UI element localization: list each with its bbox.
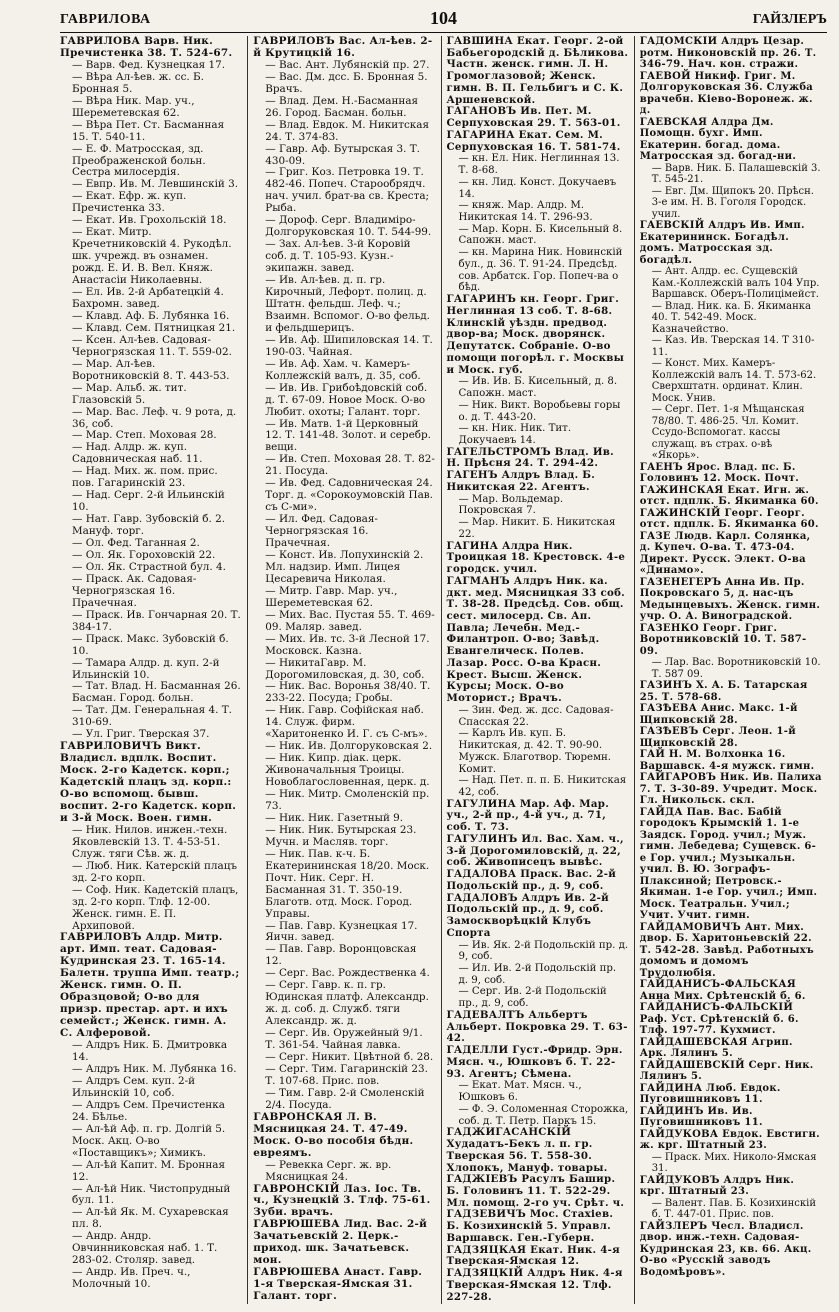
directory-entry: — Ив. Ив. Грибоѣдовскій соб. д. Т. 67-09. Новое Моск. О-во Любит. охоты; Галант. торг.	[265, 381, 428, 418]
directory-entry: — Ксен. Ал-ѣев. Садовая-Черногрязская 11. Т. 559-02.	[72, 333, 232, 358]
directory-entry: ГАЗЕНКО Георг. Григ. Воротниковскій 10. Т. 587-09.	[639, 622, 807, 657]
directory-entry: — кн. Марина Ник. Новинскій бул., д. 36. Т. 91-24. Предсѣд. сов. Арбатск. Гор. Попеч-ва о бѣд.	[458, 247, 623, 294]
directory-entry: — Мар. Вас. Леф. ч. 9 рота, д. 36, соб.	[72, 405, 237, 430]
directory-entry: — Праск. Мих. Николо-Ямская 31.	[651, 1151, 817, 1174]
directory-entry: — Алдръ Ник. М. Лубянка 16.	[72, 1062, 237, 1075]
directory-entry: — Влад. Ник. ка. Б. Якиманка 40. Т. 542-49. Моск. Казначейство.	[651, 300, 811, 335]
directory-entry: — Ф. Э. Соломенная Сторожка, соб. д. Т. Петр. Паркъ 15.	[458, 1103, 629, 1127]
directory-entry: — Ник. Кипр. діак. церк. Живоначальныя Троицы. Новоблагословенная, церк. д.	[265, 752, 430, 789]
directory-entry: — Ол. Фед. Таганная 2.	[72, 537, 200, 550]
directory-entry: — Ник. Гавр. Софійская наб. 14. Служ. фирм. «Харитоненко И. Г. съ С-мъ».	[265, 704, 428, 741]
directory-entry: ГАДЗЕВИЧЪ Мос. Стахіев. Б. Козихинскій 5. Управл. Варшавск. Ген.-Губерн.	[446, 1208, 614, 1244]
directory-entry: — Мар. Ал-ѣев. Воротниковскій 8. Т. 443-53.	[72, 357, 230, 382]
directory-entry: — Нат. Гавр. Зубовскій б. 2. Мануф. торг.	[72, 513, 226, 538]
directory-entry: ГАЖИНСКІЙ Георг. Георг. отст. пдплк. Б. Якиманка 60.	[639, 507, 819, 530]
directory-entry: ГАВШИНА Екат. Георг. 2-ой Бабьегородскій д. Бѣликова. Частн. женск. гимн. Л. Н. Громоглазовой; Женск. гимн. В. П. Гельбигъ и С. К. Аршеневской.	[446, 36, 629, 106]
directory-entry: — Ив. Фед. Садовническая 24. Торг. д. «Сорокоумовскій Пав. съ С-ми».	[265, 477, 433, 514]
directory-entry: ГАДЕЛЛИ Густ.-Фридр. Эрн. Мясн. ч., Юшковъ б. Т. 22-93. Агентъ; Сѣмена.	[446, 1044, 623, 1080]
directory-entry: ГАЙДИНА Люб. Евдок. Пуговишниковъ 11.	[639, 1082, 781, 1105]
directory-entry: — Тамара Алдр. д. куп. 2-й Ильинскій 10.	[72, 656, 220, 681]
directory-entry: — кн. Лид. Конст. Докучаевъ 14.	[458, 176, 617, 200]
directory-entry: — Серг. Вас. Рождественка 4.	[265, 967, 430, 980]
directory-entry: — Ел. Ив. 2-й Арбатецкій 4. Бахромн. завед.	[72, 286, 224, 310]
directory-entry: — Ник. Ник. Бутырская 23. Мучн. и Масляв. торг.	[265, 823, 417, 848]
directory-entry: — Евпр. Ив. М. Левшинскій 3.	[72, 178, 239, 191]
directory-entry: — Конст. Ив. Лопухинскій 2. Мл. надзир. Имп. Лицея Цесаревича Николая.	[265, 548, 424, 585]
directory-entry: — Тат. Влад. Н. Басманная 26. Басман. Город. больн.	[72, 680, 241, 705]
directory-entry: — Пав. Гавр. Кузнецкая 17. Яичн. завед.	[265, 919, 418, 944]
directory-entry: — Ил. Ив. 2-й Подольскій пр. д. 9, соб.	[458, 963, 617, 986]
directory-entry: — Над. Серг. 2-й Ильинскій 10.	[72, 489, 225, 514]
directory-entry: — Алдръ Сем. Пречистенка 24. Бѣлье.	[72, 1098, 225, 1123]
directory-entry: ГАВРИЛОВЪ Алдр. Митр. арт. Имп. теат. Садовая-Кудринская 23. Т. 165-14. Балетн. труппа Имп. театр.; Женск. гимн. О. П. Образцовой; О-во для призр. престар. арт. и ихъ семейст.; Женск. гимн. А. С. Алферовой.	[60, 931, 240, 1040]
directory-entry: — Люб. Ник. Катерскій плацъ зд. 2-го корп.	[72, 859, 238, 884]
directory-entry: ГАЖИНСКАЯ Екат. Игн. ж. отст. пдплк. Б. Якиманка 60.	[639, 484, 819, 507]
directory-entry: — Екат. Мат. Мясн. ч., Юшковъ 6.	[458, 1080, 582, 1104]
directory-entry: — Ник. Викт. Воробьевы горы о. д. Т. 443-20.	[458, 399, 621, 423]
directory-entry: — Тим. Гавр. 2-й Смоленскій 2/4. Посуда.	[265, 1086, 425, 1111]
directory-entry: — Дороф. Серг. Владиміро-Долгоруковская 10. Т. 544-99.	[265, 214, 432, 239]
directory-entry: ГАДЗЯЦКАЯ Екат. Ник. 4-я Тверская-Ямская 12.	[446, 1243, 620, 1268]
directory-entry: — Гавр. Аф. Бутырская 3. Т. 430-09.	[265, 142, 420, 167]
directory-entry: ГАВРИЛОВЪ Вас. Ал-ѣев. 2-й Крутицкій 16.	[253, 36, 433, 59]
header-left-keyword: ГАВРИЛОВА	[60, 12, 151, 27]
directory-entry: ГАВРЮШЕВА Анаст. Гавр. 1-я Тверская-Ямская 31. Галант. торг.	[253, 1266, 423, 1303]
directory-entry: — Ал-ѣй Як. М. Сухаревская пл. 8.	[72, 1206, 229, 1231]
directory-entry: — Ив. Ив. Б. Кисельный, д. 8. Сапожн. маст.	[458, 376, 618, 400]
directory-entry: — Пав. Гавр. Воронцовская 12.	[265, 943, 417, 968]
directory-entry: ГАДОМСКІЙ Алдръ Цезар. ротм. Никоновскій пр. 26. Т. 346-79. Нач. кон. стражи.	[639, 36, 817, 70]
directory-entry: ГАЙДУКОВА Евдок. Евстигн. ж. крг. Штатный 23.	[639, 1128, 820, 1151]
directory-entry: — Ив. Матв. 1-й Церковный 12. Т. 141-48. Золот. и серебр. вещи.	[265, 417, 431, 454]
directory-entry: — Влад. Дем. Н.-Басманная 26. Город. Басман. больн.	[265, 94, 419, 119]
directory-entry: ГАЙДАНИСЪ-ФАЛЬСКАЯ Анна Мих. Срѣтенскій б. 6.	[639, 979, 806, 1002]
directory-entry: — кн. Ел. Ник. Неглинная 13. Т. 8-68.	[458, 153, 620, 177]
directory-entry: ГАЙДИНЪ Ив. Ив. Пуговишниковъ 11.	[639, 1105, 763, 1128]
column-2	[247, 36, 440, 1304]
directory-entry: — Ив. Ал-ѣев. д. п. гр. Кирочный, Лефорт. полиц. д. Штатн. фельдш. Леф. ч.; Взаимн. Вспомог. О-во фельд. и фельдшерицъ.	[265, 274, 430, 334]
directory-entry: ГАЕВСКАЯ Алдра Дм. Помощн. бухг. Имп. Екатерин. богад. дома. Матросская зд. богад-ни.	[639, 116, 797, 162]
directory-entry: — Екат. Митр. Кречетниковскій 4. Рукодѣл. шк. учрежд. въ ознамен. рожд. Е. И. В. Вел. Княж. Анастасіи Николаевны.	[72, 226, 232, 287]
directory-entry: — Екат. Ефр. ж. куп. Пречистенка 33.	[72, 190, 187, 215]
header-rule	[60, 32, 827, 33]
directory-entry: ГАЙДАНИСЪ-ФАЛЬСКІЙ Раф. Уст. Срѣтенскій б. 6. Тлф. 197-77. Кухмист.	[639, 1002, 799, 1036]
directory-entry: — Митр. Гавр. Мар. уч., Шереметевская 62.	[265, 584, 398, 609]
directory-entry: — Тат. Дм. Генеральная 4. Т. 310-69.	[72, 704, 232, 729]
page-number: 104	[430, 8, 457, 28]
directory-entry: — Серг. Пет. 1-я Мѣщанская 78/80. Т. 486-25. Чл. Комит. Ссудо-Вспомогат. кассы служащ. въ страх. о-вѣ «Якорь».	[651, 404, 805, 461]
directory-entry: — Ул. Григ. Тверская 37.	[72, 728, 210, 741]
directory-entry: ГАЗИНЪ Х. А. Б. Татарская 25. Т. 578-68.	[639, 680, 808, 703]
directory-entry: — Ник. Ник. Газетный 9.	[265, 811, 404, 824]
columns	[60, 36, 827, 1304]
directory-entry: — Ник. Вас. Воронья 38/40. Т. 233-22. Посуда; Гробы.	[265, 680, 431, 705]
directory-entry: ГАДЖИГАСАНСКІЙ Худадатъ-Бекъ л. п. гр. Тверская 56. Т. 558-30. Хлопокъ, Мануф. товары.	[446, 1126, 608, 1174]
directory-entry: ГАГУЛИНЪ Ил. Вас. Хам. ч., 3-й Дорогомиловскій, д. 22, соб. Живописецъ вывѣс.	[446, 832, 624, 869]
directory-entry: — Ив. Аф. Шипиловская 14. Т. 190-03. Чайная.	[265, 333, 433, 358]
directory-entry: — Андр. Андр. Овчинниковская наб. 1. Т. 283-02. Столяр. завед.	[72, 1230, 218, 1267]
directory-entry: — НикитаГавр. М. Дорогомиловская, д. 30, соб.	[265, 656, 425, 681]
directory-entry: — Клавд. Аф. Б. Лубянка 16.	[72, 309, 230, 322]
directory-entry: — Екат. Ив. Грохольскій 18.	[72, 214, 227, 227]
directory-entry: — Серг. Гавр. к. п. гр. Юдинская платф. Александр. ж. д. соб. д. Служб. тяги Александр. ж. д.	[265, 979, 429, 1028]
directory-entry: ГАВРИЛОВА Варв. Ник. Пречистенка 38. Т. 524-67.	[60, 36, 233, 59]
directory-entry: — Вѣра Ал-ѣев. ж. сс. Б. Бронная 5.	[72, 70, 204, 95]
directory-entry: — Ив. Степ. Моховая 28. Т. 82-21. Посуда.	[265, 453, 435, 478]
directory-entry: ГАЙЗЛЕРЪ Чесл. Владисл. двор. инж.-техн. Садовая-Кудринская 23, кв. 66. Акц. О-во «Русскій заводъ Водомѣровъ».	[639, 1220, 812, 1278]
directory-entry: ГАВРОНСКІЙ Лаз. Іос. Тв. ч., Кузнецкій 3. Тлф. 75-61. Зуби. врачъ.	[253, 1182, 431, 1219]
directory-entry: — Карлъ Ив. куп. Б. Никитская, д. 42. Т. 90-90. Мужск. Благотвор. Тюремн. Комит.	[458, 728, 612, 775]
directory-entry: — Ревекка Серг. ж. вр. Мясницкая 24.	[265, 1158, 392, 1183]
directory-entry: ГАЙ Н. М. Волхонка 16. Варшавск. 4-я мужск. гимн.	[639, 749, 815, 772]
directory-entry: — Варв. Фед. Кузнецкая 17.	[72, 58, 226, 71]
directory-entry: — Ник. Нилов. инжен.-техн. Яковлевскій 13. Т. 4-53-51. Служ. тяги Сѣв. ж. д.	[72, 823, 228, 860]
directory-entry: — Праск. Ив. Гончарная 20. Т. 384-17.	[72, 608, 241, 633]
directory-entry: ГАЗЕНЕГЕРЪ Анна Ив. Пр. Покровскаго 5, д. нас-цъ Медынцевыхъ. Женск. гимн. учр. О. А. Виноградской.	[639, 576, 821, 622]
directory-entry: — Серг. Ив. 2-й Подольскій пр., д. 9, соб.	[458, 986, 607, 1010]
directory-entry: — Вас. Ант. Лубянскій пр. 27.	[265, 58, 430, 71]
column-3	[441, 36, 634, 1304]
directory-entry: ГАЗѢЕВЪ Серг. Леон. 1-й Щипковскій 28.	[639, 726, 796, 749]
directory-entry: ГАЗЕ Людв. Карл. Солянка, д. Купеч. О-ва. Т. 473-04. Директ. Русск. Элект. О-ва «Динамо».	[639, 530, 811, 576]
directory-entry: ГАДЖІЕВЪ Расулъ Башир. Б. Головинъ 11. Т. 522-29. Мл. помощ. 2-го уч. Срѣт. ч.	[446, 1173, 625, 1209]
directory-entry: — Ал-ѣй Аф. п. гр. Долгій 5. Моск. Акц. О-во «Поставщикъ»; Химикъ.	[72, 1122, 226, 1159]
directory-entry: ГАГЕНЪ Алдръ Влад. Б. Никитская 22. Агентъ.	[446, 469, 596, 493]
directory-entry: — Мих. Вас. Пустая 55. Т. 469-09. Маляр. завед.	[265, 608, 435, 633]
directory-entry: — Лар. Вас. Воротниковскій 10. Т. 587 09.	[651, 657, 821, 680]
directory-entry: ГАГИНА Алдра Ник. Троицкая 18. Крестовск. 4-е городск. учил.	[446, 539, 626, 576]
directory-entry: — Ив. Як. 2-й Подольскій пр. д. 9, соб.	[458, 939, 629, 963]
directory-entry: — Варв. Ник. Б. Палашевскій 3. Т. 545-21.	[651, 162, 821, 185]
page-header	[60, 8, 827, 30]
directory-entry: — Ник. Пав. к-ч. Б. Екатерининская 18/20. Моск. Почт. Ник. Серг. Н. Басманная 31. Т. 350-19. Благотв. отд. Моск. Город. Управы.	[265, 847, 430, 920]
directory-entry: ГАЕНЪ Ярос. Влад. пс. Б. Головинъ 12. Моск. Почт.	[639, 461, 800, 484]
directory-entry: — Вас. Дм. дсс. Б. Бронная 5. Врачъ.	[265, 70, 428, 95]
directory-entry: ГАЙДА Пав. Вас. Бабій городокъ Крымскій 1. 1-е Заядск. Город. учил.; Муж. гимн. Лебедева; Сущевск. 6-е Гор. учил.; Музыкальн. учил. В. Ю. Зографъ-Плаксиной; Петровск.-Якиман. 1-е Гор. учил.; Имп. Моск. Театральн. Учил.; Учит. Учит. гимн.	[639, 806, 818, 921]
directory-entry: — Мар. Корн. Б. Кисельный 8. Сапожн. маст.	[458, 223, 623, 247]
directory-entry: — Ал-ѣй Капит. М. Бронная 12.	[72, 1158, 225, 1183]
directory-entry: ГАГМАНЪ Алдръ Ник. ка. дкт. мед. Мясницкая 33 соб. Т. 38-28. Предсѣд. Сов. общ. сест. милосерд. Св. Ап. Павла; Лечебн. Мед.-Филантроп. О-во; Завѣд. Евангелическ. Полев. Лазар. Росс. О-ва Красн. Крест. Высш. Женск. Курсы; Моск. О-во Моторист.; Врачъ.	[446, 574, 626, 705]
directory-entry: — Влад. Евдок. М. Никитская 24. Т. 374-83.	[265, 118, 430, 143]
directory-entry: ГАГАРИНЪ кн. Георг. Григ. Неглинная 13 соб. Т. 8-68. Клинскій уѣздн. предвод. двор-ва; Моск. дворянск. Депутатск. Собраніе. О-во помощи погорѣл. г. Москвы и Моск. губ.	[446, 293, 625, 376]
directory-entry: ГАЙГАРОВЪ Ник. Ив. Палиха 7. Т. 3-30-89. Учредит. Моск. Гл. Никольск. скл.	[639, 772, 822, 806]
directory-entry: ГАГАНОВЪ Ив. Пет. М. Серпуховская 29. Т. 563-01.	[446, 105, 621, 130]
directory-entry: — Евг. Дм. Щипокъ 20. Прѣсн. 3-е им. Н. В. Гоголя Городск. учил.	[651, 185, 814, 220]
directory-entry: ГАДАЛОВЪ Алдръ Ив. 2-й Подольскій пр., д. 9, соб. Замоскворѣцкій Клубъ Спорта	[446, 891, 609, 939]
directory-entry: — Ант. Алдр. ес. Сущевскій Кам.-Коллежскій валъ 104 Упр. Варшавск. Оберъ-Полицімейст.	[651, 266, 820, 300]
directory-entry: — Ник. Ив. Долгоруковская 2.	[265, 740, 433, 753]
directory-entry: ГАГАРИНА Екат. Сем. М. Серпуховская 16. Т. 581-74.	[446, 128, 621, 153]
directory-entry: — Ол. Як. Гороховскій 22.	[72, 548, 216, 561]
directory-entry: — Мих. Ив. тс. 3-й Лесной 17. Московск. Казна.	[265, 632, 430, 657]
directory-entry: — кн. Ник. Ник. Тит. Докучаевъ 14.	[458, 423, 572, 446]
directory-entry: — Зах. Ал-ѣев. 3-й Коровій соб. д. Т. 105-93. Кузн.-экипажн. завед.	[265, 238, 411, 275]
directory-entry: — Каз. Ив. Тверская 14. Т 310-11.	[651, 335, 815, 358]
directory-entry: — Серг. Тим. Гагаринскій 23. Т. 107-68. Прис. пов.	[265, 1062, 428, 1087]
directory-entry: — Ал-ѣй Ник. Чистопрудный бул. 11.	[72, 1182, 231, 1207]
directory-entry: — Над. Алдр. ж. куп. Садовническая наб. 11.	[72, 441, 203, 466]
directory-entry: — Ол. Як. Страстной бул. 4.	[72, 560, 226, 573]
column-1	[60, 36, 247, 1304]
directory-entry: — Григ. Коз. Петровка 19. Т. 482-46. Попеч. Старообрядч. нач. учил. брат-ва св. Креста; Рыба.	[265, 166, 430, 215]
directory-entry: — Серг. Ив. Оружейный 9/1. Т. 361-54. Чайная лавка.	[265, 1027, 423, 1052]
directory-entry: ГАДЕВАЛТЪ Альбертъ Альберт. Покровка 29. Т. 63-42.	[446, 1008, 628, 1045]
header-right-keyword: ГАЙЗЛЕРЪ	[752, 12, 827, 27]
directory-entry: — Праск. Макс. Зубовскій б. 10.	[72, 632, 229, 657]
directory-entry: — Мар. Степ. Моховая 28.	[72, 429, 217, 442]
directory-entry: ГАЙДАШЕВСКАЯ Агрип. Арк. Лялинъ 5.	[639, 1036, 793, 1059]
directory-entry: — Вѣра Ник. Мар. уч., Шереметевская 62.	[72, 94, 195, 119]
column-4	[634, 36, 827, 1304]
directory-entry: — Зин. Фед. ж. дсс. Садовая-Спасская 22.	[458, 704, 614, 728]
directory-entry: — Алдръ Ник. Б. Дмитровка 14.	[72, 1039, 228, 1064]
directory-entry: — Конст. Мих. Камеръ-Коллежскій валъ 14. Т. 573-62. Сверхштатн. ординат. Клин. Моск. Унив.	[651, 358, 817, 404]
directory-entry: ГАЙДАМОВИЧЪ Ант. Мих. двор. Б. Харитоньевскій 22. Т. 542-28. Завѣд. Работныхъ домомъ и домомъ Трудолюбія.	[639, 921, 814, 979]
directory-entry: — Соф. Ник. Кадетскій плацъ, зд. 2-го корп. Тлф. 12-00. Женск. гимн. Е. П. Архиповой.	[72, 883, 239, 932]
directory-entry: ГАВРЮШЕВА Лид. Вас. 2-й Зачатьевскій 2. Церк.-приход. шк. Зачатьевск. мон.	[253, 1218, 428, 1267]
directory-entry: ГАЕВОЙ Никиф. Григ. М. Долгоруковская 36. Служба врачебн. Кіево-Воронеж. ж. д.	[639, 70, 814, 116]
directory-entry: ГАВРИЛОВИЧЪ Викт. Владисл. вдплк. Воспит. Моск. 2-го Кадетск. корп.; Кадетскій плацъ зд. корп.: О-во вспомощ. бывш. воспит. 2-го Кадетск. корп. и 3-й Моск. Воен. гимн.	[60, 740, 237, 824]
directory-entry: — Серг. Никит. Цвѣтной б. 28.	[265, 1051, 434, 1064]
directory-entry: — Мар. Альб. ж. тит. Глазовскій 5.	[72, 381, 187, 406]
directory-entry: — Вѣра Пет. Ст. Басманная 15. Т. 540-11.	[72, 118, 225, 143]
directory-entry: — Андр. Ив. Преч. ч., Молочный 10.	[72, 1266, 191, 1291]
directory-entry: ГАДАЛОВА Праск. Вас. 2-й Подольскій пр., д. 9, соб.	[446, 868, 617, 892]
directory-entry: ГАЙДУКОВЪ Алдръ Ник. крг. Штатный 23.	[639, 1174, 795, 1197]
directory-entry: ГАДЗЯЦКІЙ Алдръ Ник. 4-я Тверская-Ямская 12. Тлф. 227-28.	[446, 1267, 623, 1303]
directory-entry: — Клавд. Сем. Пятницкая 21.	[72, 321, 236, 334]
directory-entry: — Ник. Митр. Смоленскій пр. 73.	[265, 788, 430, 812]
directory-entry: — Ил. Фед. Садовая-Черногрязская 16. Прачечная.	[265, 513, 378, 550]
directory-entry: — Алдръ Сем. куп. 2-й Ильинскій 10, соб.	[72, 1074, 196, 1099]
directory-entry: — княж. Мар. Алдр. М. Никитская 14. Т. 296-93.	[458, 200, 593, 224]
directory-entry: — Е. Ф. Матросская, зд. Преображенской больн. Сестра милосердія.	[72, 142, 206, 179]
directory-entry: — Валент. Пав. Б. Козихинскій б. Т. 447-01. Прис. пов.	[651, 1197, 817, 1220]
directory-entry: ГАЙДАШЕВСКІЙ Серг. Ник. Лялинъ 5.	[639, 1059, 814, 1082]
directory-entry: ГАЕВСКІЙ Алдръ Ив. Имп. Екатерининск. Богадѣл. домъ. Матросская зд. богадѣл.	[639, 220, 805, 266]
directory-entry: — Мар. Никит. Б. Никитская 22.	[458, 517, 616, 540]
directory-entry: — Над. Пет. п. п. Б. Никитская 42, соб.	[458, 775, 627, 798]
directory-entry: ГАЗѢЕВА Анис. Макс. 1-й Щипковскій 28.	[639, 703, 798, 726]
directory-entry: — Праск. Ак. Садовая-Черногрязская 16. Прачечная.	[72, 572, 197, 609]
directory-entry: — Мар. Вольдемар. Покровская 7.	[458, 493, 564, 517]
directory-entry: ГАГУЛИНА Мар. Аф. Мар. уч., 2-й пр., 4-й уч., д. 71, соб. Т. 73.	[446, 797, 610, 834]
directory-entry: — Над. Мих. ж. пом. прис. пов. Гагаринскій 23.	[72, 465, 218, 490]
directory-entry: ГАВРОНСКАЯ Л. В. Мясницкая 24. Т. 47-49. Моск. О-во пособія бѣдн. евреямъ.	[253, 1110, 414, 1159]
directory-entry: ГАГЕЛЬСТРОМЪ Влад. Ив. Н. Прѣсня 24. Т. 294-42.	[446, 445, 614, 470]
directory-entry: — Ив. Аф. Хам. ч. Камеръ-Коллежскій валъ, д. 35, соб.	[265, 357, 421, 382]
